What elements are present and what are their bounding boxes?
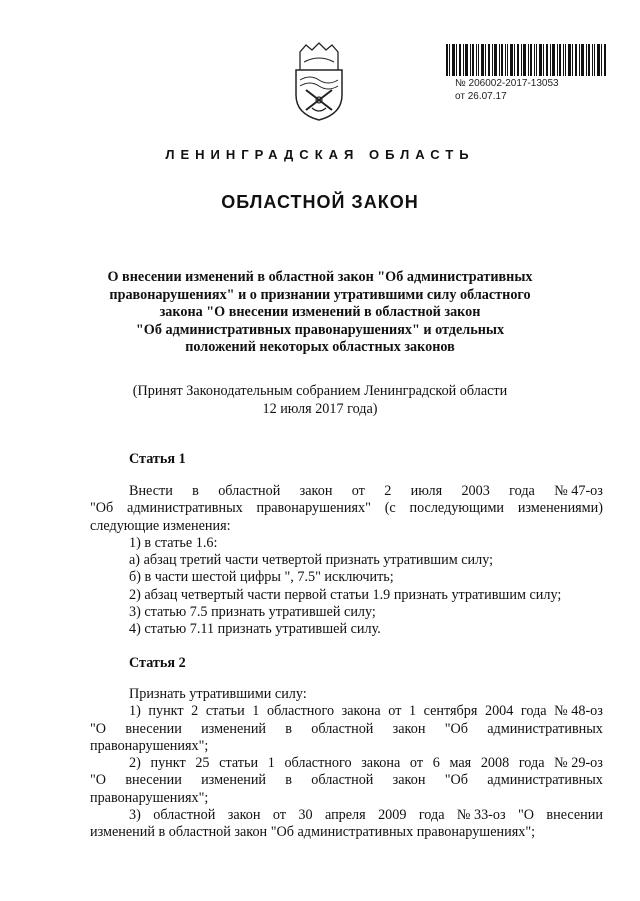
word: 2008 <box>480 755 510 772</box>
document-type: ОБЛАСТНОЙ ЗАКОН <box>221 192 419 212</box>
word: 2) <box>129 755 141 772</box>
word: областной <box>311 720 374 737</box>
word: № 48-оз <box>554 703 603 720</box>
paragraph-line <box>90 772 603 789</box>
paragraph-line: следующие изменения: <box>90 517 231 534</box>
word: административных <box>127 500 243 517</box>
barcode-icon <box>446 44 606 76</box>
word: областного <box>266 703 335 720</box>
word: изменений <box>201 720 267 737</box>
word: № 33-оз <box>456 807 506 824</box>
word: года <box>518 755 545 772</box>
word: года <box>520 703 547 720</box>
word: закон <box>392 772 426 789</box>
word: от <box>388 703 402 720</box>
word: изменениями) <box>517 500 603 517</box>
adoption-note-line: 12 июля 2017 года) <box>262 400 378 417</box>
list-item: 1) в статье 1.6: <box>129 534 218 551</box>
word: закон <box>392 720 426 737</box>
word: административных <box>487 720 603 737</box>
word: (с <box>384 500 396 517</box>
word: 3) <box>129 807 141 824</box>
word: № 47-оз <box>554 483 603 499</box>
paragraph-line: правонарушениях"; <box>90 737 209 754</box>
word: "О <box>90 720 107 737</box>
word: внесении <box>125 772 182 789</box>
article-1-body <box>90 483 603 639</box>
word: № 29-оз <box>554 755 603 772</box>
word: "О <box>90 772 107 789</box>
word: "Об <box>90 500 114 517</box>
word: от <box>409 755 424 772</box>
word: в <box>285 720 292 737</box>
word: закона <box>341 703 381 720</box>
word: закона <box>361 755 401 772</box>
list-item: 2) абзац четвертый части первой статьи 1.9 признать утратившим силу; <box>129 586 562 603</box>
law-title-line: правонарушениях" и о признании утратившими силу областного <box>109 286 531 303</box>
list-item: а) абзац третий части четвертой признать утратившим силу; <box>129 552 494 569</box>
list-item <box>90 755 603 772</box>
word: "О <box>517 807 535 824</box>
word: изменений <box>201 772 267 789</box>
word: сентября <box>423 703 478 720</box>
article-2-body <box>90 686 603 842</box>
paragraph-line <box>90 721 603 738</box>
word: областной <box>218 483 281 499</box>
word: пункт <box>150 755 186 772</box>
word: июля <box>410 483 443 499</box>
article-1-heading: Статья 1 <box>129 451 186 467</box>
word: статьи <box>205 703 245 720</box>
word: "Об <box>444 772 468 789</box>
word: 30 <box>298 807 313 824</box>
word: 6 <box>432 755 440 772</box>
word: от <box>351 483 365 499</box>
word: Внести <box>129 483 173 499</box>
word: года <box>509 483 535 499</box>
word: мая <box>449 755 472 772</box>
adoption-note-line: (Принят Законодательным собранием Ленинградской области <box>132 383 508 399</box>
paragraph-line <box>90 500 603 517</box>
word: внесении <box>546 807 603 824</box>
list-item <box>90 807 603 824</box>
word: 1 <box>408 703 417 720</box>
word: 2 <box>384 483 392 499</box>
word: 2004 <box>484 703 514 720</box>
word: 2009 <box>378 807 407 824</box>
word: областной <box>153 807 216 824</box>
article-2-heading: Статья 2 <box>129 655 186 671</box>
word: "Об <box>444 720 468 737</box>
list-item: 4) статью 7.11 признать утратившей силу. <box>129 621 381 638</box>
law-title-line: "Об административных правонарушениях" и отдельных <box>135 321 505 338</box>
word: внесении <box>125 720 182 737</box>
word: 2003 <box>461 483 490 499</box>
word: в <box>285 772 292 789</box>
word: закон <box>299 483 333 499</box>
word: апреля <box>324 807 366 824</box>
word: 25 <box>195 755 210 772</box>
word: статьи <box>219 755 259 772</box>
coat-of-arms-icon <box>286 40 352 122</box>
word: 2 <box>191 703 199 720</box>
word: в <box>192 483 199 499</box>
word: административных <box>487 772 603 789</box>
law-title-line: О внесении изменений в областной закон "Об административных <box>107 269 533 285</box>
word: областной <box>311 772 374 789</box>
paragraph-line <box>90 483 603 500</box>
registration-info <box>455 77 559 103</box>
word: правонарушениях" <box>256 500 371 517</box>
paragraph-line: Признать утратившими силу: <box>129 686 307 702</box>
word: 1 <box>252 703 260 720</box>
word: года <box>418 807 445 824</box>
law-title-line: положений некоторых областных законов <box>185 339 455 355</box>
registration-number: № 206002-2017-13053 <box>455 78 559 89</box>
registration-date: от 26.07.17 <box>455 91 507 102</box>
word: последующими <box>409 500 505 517</box>
word: от <box>272 807 286 824</box>
region-title: ЛЕНИНГРАДСКАЯ ОБЛАСТЬ <box>165 147 475 162</box>
paragraph-line: правонарушениях"; <box>90 789 209 806</box>
law-title-line: закона "О внесении изменений в областной закон <box>159 304 481 320</box>
word: закон <box>227 807 261 824</box>
list-item <box>90 703 603 720</box>
paragraph-line: изменений в областной закон "Об административных правонарушениях"; <box>90 824 536 841</box>
word: 1) <box>129 703 141 720</box>
word: пункт <box>148 703 184 720</box>
word: областного <box>284 755 352 772</box>
list-item: 3) статью 7.5 признать утратившей силу; <box>129 604 376 621</box>
word: 1 <box>267 755 275 772</box>
list-item: б) в части шестой цифры ", 7.5" исключить; <box>129 569 394 586</box>
law-title <box>60 269 580 357</box>
adoption-note <box>60 383 580 418</box>
